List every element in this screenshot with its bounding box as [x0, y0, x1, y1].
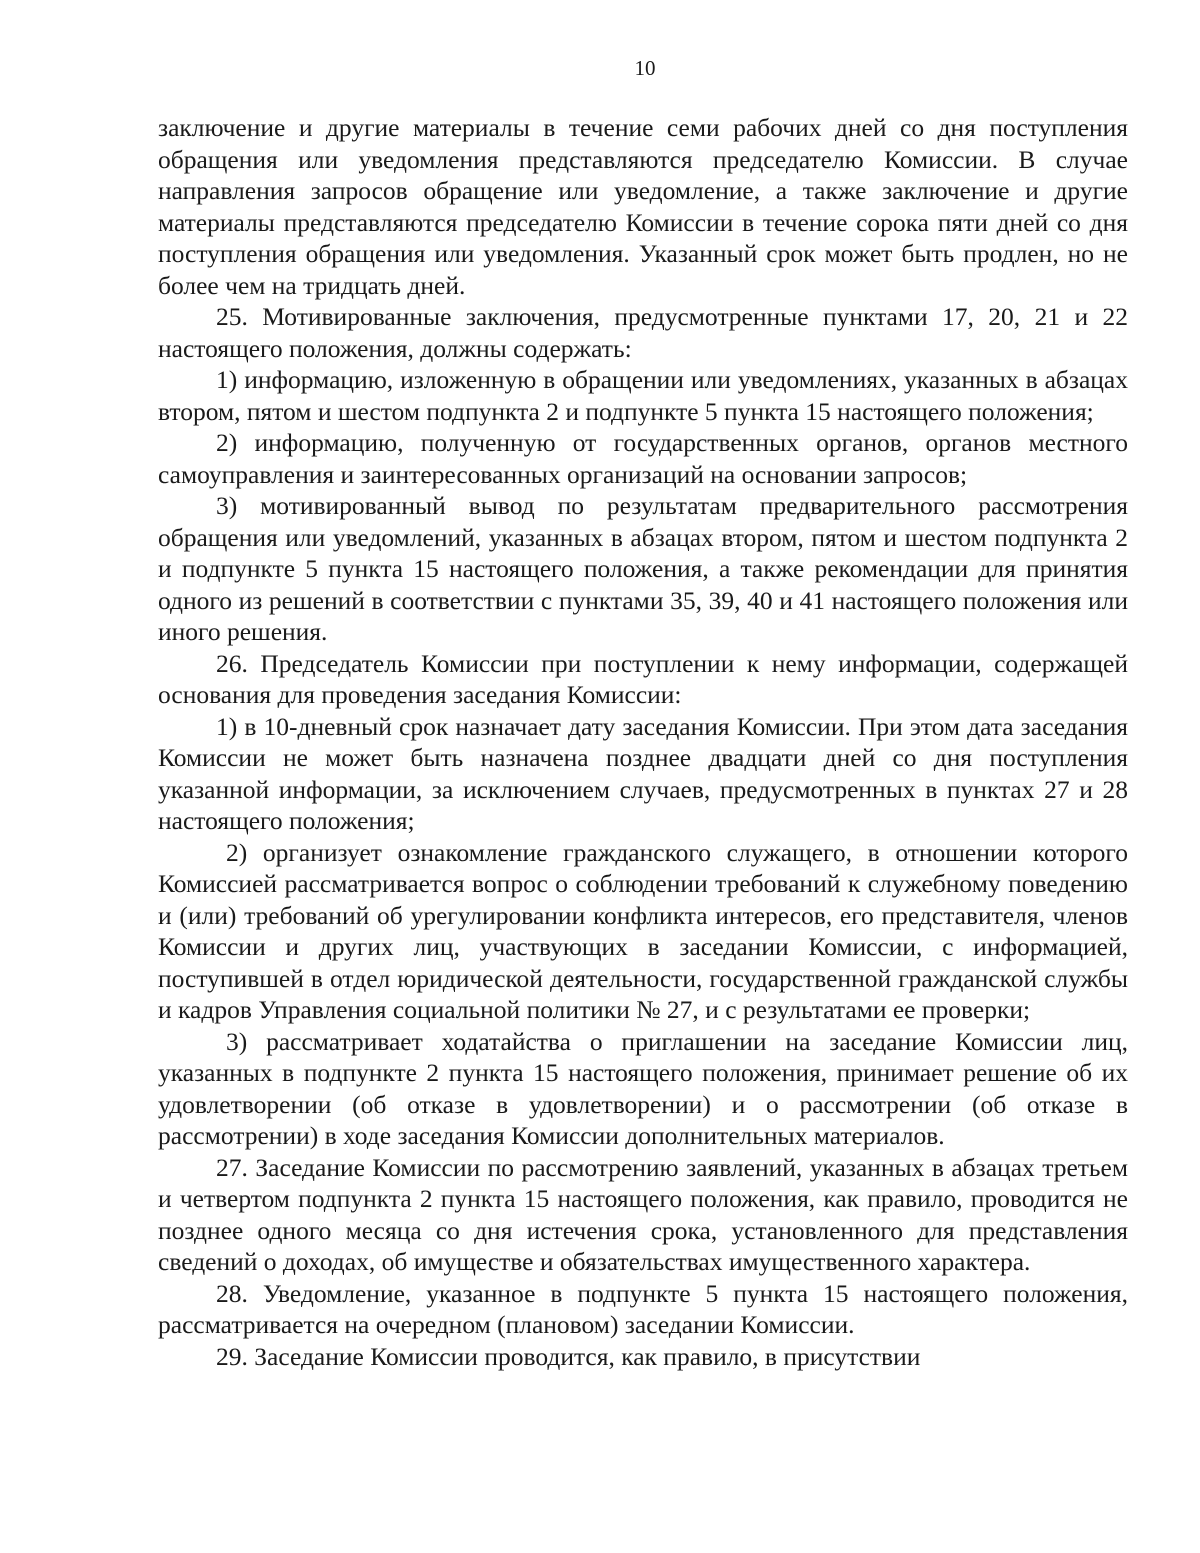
- paragraph-continuation: заключение и другие материалы в течение семи рабочих дней со дня поступления обращения или уведомления представляются председателю Комиссии. В случае направления запросов обращение или уведомление, а также заключение и другие материалы представляются председателю Комиссии в течение сорока пяти дней со дня поступления обращения или уведомления. Указанный срок может быть продлен, но не более чем на тридцать дней.: [158, 113, 1128, 300]
- paragraph-29: 29. Заседание Комиссии проводится, как правило, в присутствии: [216, 1341, 921, 1371]
- paragraph-26-item-1: 1) в 10-дневный срок назначает дату заседания Комиссии. При этом дата заседания Комиссии не может быть назначена позднее двадцати дней со дня поступления указанной информации, за исключением случаев, предусмотренных в пунктах 27 и 28 настоящего положения;: [158, 711, 1128, 835]
- document-body: [158, 112, 1128, 1372]
- paragraph-27: 27. Заседание Комиссии по рассмотрению заявлений, указанных в абзацах третьем и четвертом подпункта 2 пункта 15 настоящего положения, как правило, проводится не позднее одного месяца со дня истечения срока, установленного для представления сведений о доходах, об имуществе и обязательствах имущественного характера.: [158, 1152, 1128, 1276]
- page-number: 10: [634, 56, 656, 80]
- paragraph-26: 26. Председатель Комиссии при поступлении к нему информации, содержащей основания для проведения заседания Комиссии:: [158, 648, 1128, 709]
- paragraph-26-item-2: 2) организует ознакомление гражданского служащего, в отношении которого Комиссией рассматривается вопрос о соблюдении требований к служебному поведению и (или) требований об урегулировании конфликта интересов, его представителя, членов Комиссии и других лиц, участвующих в заседании Комиссии, с информацией, поступившей в отдел юридической деятельности, государственной гражданской службы и кадров Управления социальной политики № 27, и с результатами ее проверки;: [158, 837, 1128, 1024]
- paragraph-28: 28. Уведомление, указанное в подпункте 5 пункта 15 настоящего положения, рассматривается на очередном (плановом) заседании Комиссии.: [158, 1278, 1128, 1339]
- paragraph-25-item-2: 2) информацию, полученную от государственных органов, органов местного самоуправления и заинтересованных организаций на основании запросов;: [158, 428, 1128, 489]
- paragraph-25-item-3: 3) мотивированный вывод по результатам предварительного рассмотрения обращения или уведомлений, указанных в абзацах втором, пятом и шестом подпункта 2 и подпункте 5 пункта 15 настоящего положения, а также рекомендации для принятия одного из решений в соответствии с пунктами 35, 39, 40 и 41 настоящего положения или иного решения.: [158, 491, 1128, 646]
- paragraph-25-item-1: 1) информацию, изложенную в обращении или уведомлениях, указанных в абзацах втором, пятом и шестом подпункта 2 и подпункте 5 пункта 15 настоящего положения;: [158, 365, 1128, 426]
- paragraph-26-item-3: 3) рассматривает ходатайства о приглашении на заседание Комиссии лиц, указанных в подпункте 2 пункта 15 настоящего положения, принимает решение об их удовлетворении (об отказе в удовлетворении) и о рассмотрении (об отказе в рассмотрении) в ходе заседания Комиссии дополнительных материалов.: [158, 1026, 1128, 1150]
- paragraph-25: 25. Мотивированные заключения, предусмотренные пунктами 17, 20, 21 и 22 настоящего положения, должны содержать:: [158, 302, 1128, 363]
